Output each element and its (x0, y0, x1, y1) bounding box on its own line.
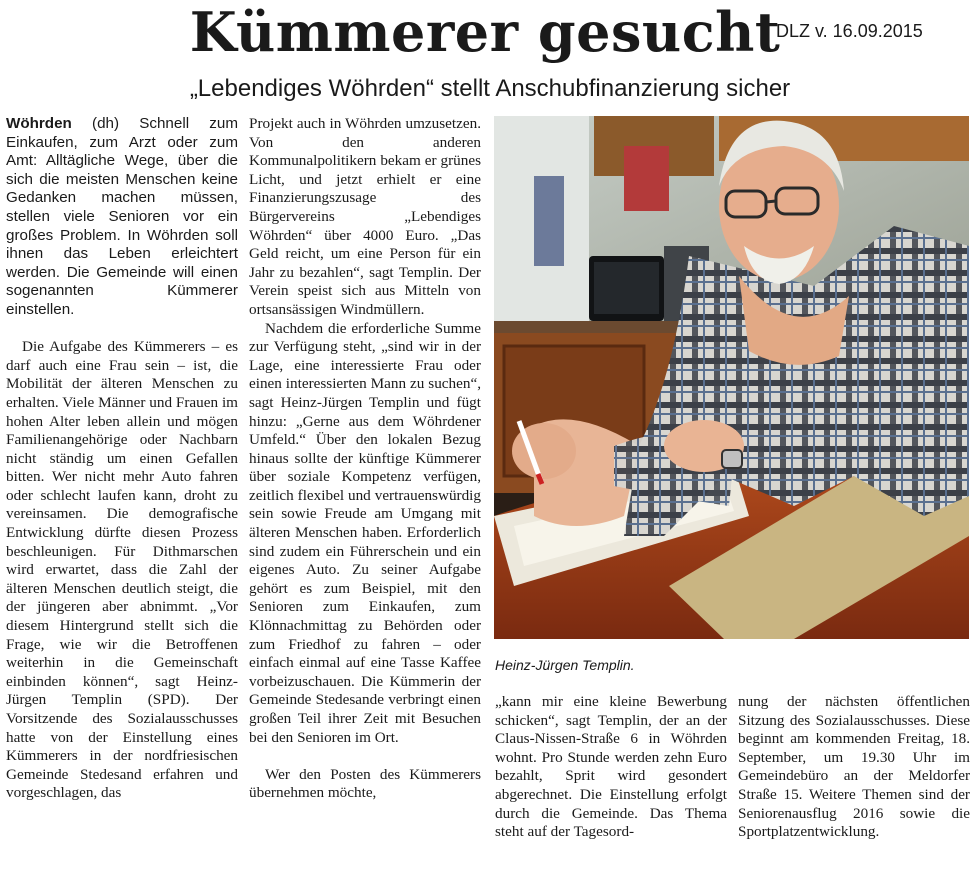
column-1 (6, 115, 238, 803)
portrait-photo (494, 116, 969, 639)
lead-author: (dh) (71, 115, 140, 132)
body-paragraph: Nachdem die erforderliche Summe zur Verfügung steht, „sind wir in der Lage, eine interessierte Frau oder einen interessierten Mann zu suchen“, sagt Heinz-Jürgen Templin und fügt hinzu: „Gerne aus dem Wöhrdener Umfeld.“ Über den lokalen Bezug hinaus sollte der künftige Kümmerer über soziale Kompetenz verfügen, zeitlich flexibel und vertrauenswürdig sein sowie Freude am Umgang mit älteren Menschen haben. Erforderlich sind zudem ein Führerschein und ein eigenes Auto. Zu seiner Aufgabe gehört es zum Beispiel, mit den Senioren zum Einkaufen, zum Klönnachmittag zu Behörden oder zum Friedhof zu fahren – oder einfach einmal auf eine Tasse Kaffee vorbeizuschauen. Die Kümmerin der Gemeinde Stedesande verbringt einen großen Teil ihrer Zeit mit Besuchen bei den Senioren im Ort. (249, 319, 481, 746)
lead-place: Wöhrden (6, 115, 72, 132)
body-paragraph: Die Aufgabe des Kümmerers – es darf auch eine Frau sein – ist, die Mobilität der älteren Menschen zu erhalten. Viele Männer und Frauen im hohen Alter leben allein und mögen Familienangehörige oder Nachbarn nicht ständig um einen Gefallen bitten. Wer nicht mehr Auto fahren oder schlecht laufen kann, droht zu vereinsamen. Die demografische Entwicklung dürfte diesen Prozess beschleunigen. Für Dithmarschen wird erwartet, dass die Zahl der älteren Menschen deutlich steigt, die der jüngeren aber abnimmt. „Vor diesem Hintergrund stellt sich die Frage, wie wir die Betroffenen weiterhin in die Gemeinschaft einbinden können“, sagt Heinz-Jürgen Templin (SPD). Der Vorsitzende des Sozialausschusses hatte von der Einstellung eines Kümmerers in der nordfriesischen Gemeinde Stedesand erfahren und vorgeschlagen, das (6, 338, 238, 802)
column-3 (495, 693, 727, 842)
column-2 (249, 115, 481, 803)
subheadline: „Lebendiges Wöhrden“ stellt Anschubfinanzierung sicher (189, 75, 791, 102)
body-paragraph: Projekt auch in Wöhrden umzusetzen. Von den anderen Kommunalpolitikern bekam er grünes Licht, und jetzt erhielt er eine Finanzierungszusage des Bürgervereins „Lebendiges Wöhrden“ über 4000 Euro. „Das Geld reicht, um eine Person für ein Jahr zu bezahlen“, sagt Templin. Der Verein speist sich aus Mitteln von ortsansässigen Windmüllern. (249, 115, 481, 318)
headline: Kümmerer gesucht (189, 0, 781, 64)
body-paragraph: Wer den Posten des Kümmerers übernehmen möchte, (249, 765, 481, 802)
lead-paragraph (6, 115, 238, 320)
body-paragraph: nung der nächsten öffentlichen Sitzung des Sozialausschusses. Diese beginnt am kommenden Freitag, 18. September, um 19.30 Uhr im Gemeindebüro an der Meldorfer Straße 15. Weitere Themen sind der Seniorenausflug 2016 sowie die Sportplatzentwicklung. (738, 693, 970, 841)
column-4 (738, 693, 970, 842)
photo-caption: Heinz-Jürgen Templin. (495, 657, 635, 673)
lead-text: Schnell zum Einkaufen, zum Arzt oder zum Amt: Alltägliche Wege, über die sich die meisten Menschen keine Gedanken machen müssen, stellen viele Senioren vor ein großes Problem. In Wöhrden soll ihnen das Leben erleichtert werden. Die Gemeinde will einen sogenannten Kümmerer einstellen. (6, 115, 238, 318)
source-date: DLZ v. 16.09.2015 (776, 21, 923, 41)
body-paragraph: „kann mir eine kleine Bewerbung schicken“, sagt Templin, der an der Claus-Nissen-Straße 6 in Wöhrden wohnt. Pro Stunde werden zehn Euro bezahlt, Sprit wird gesondert abgerechnet. Die Einstellung erfolgt durch die Gemeinde. Das Thema steht auf der Tagesord- (495, 693, 727, 841)
